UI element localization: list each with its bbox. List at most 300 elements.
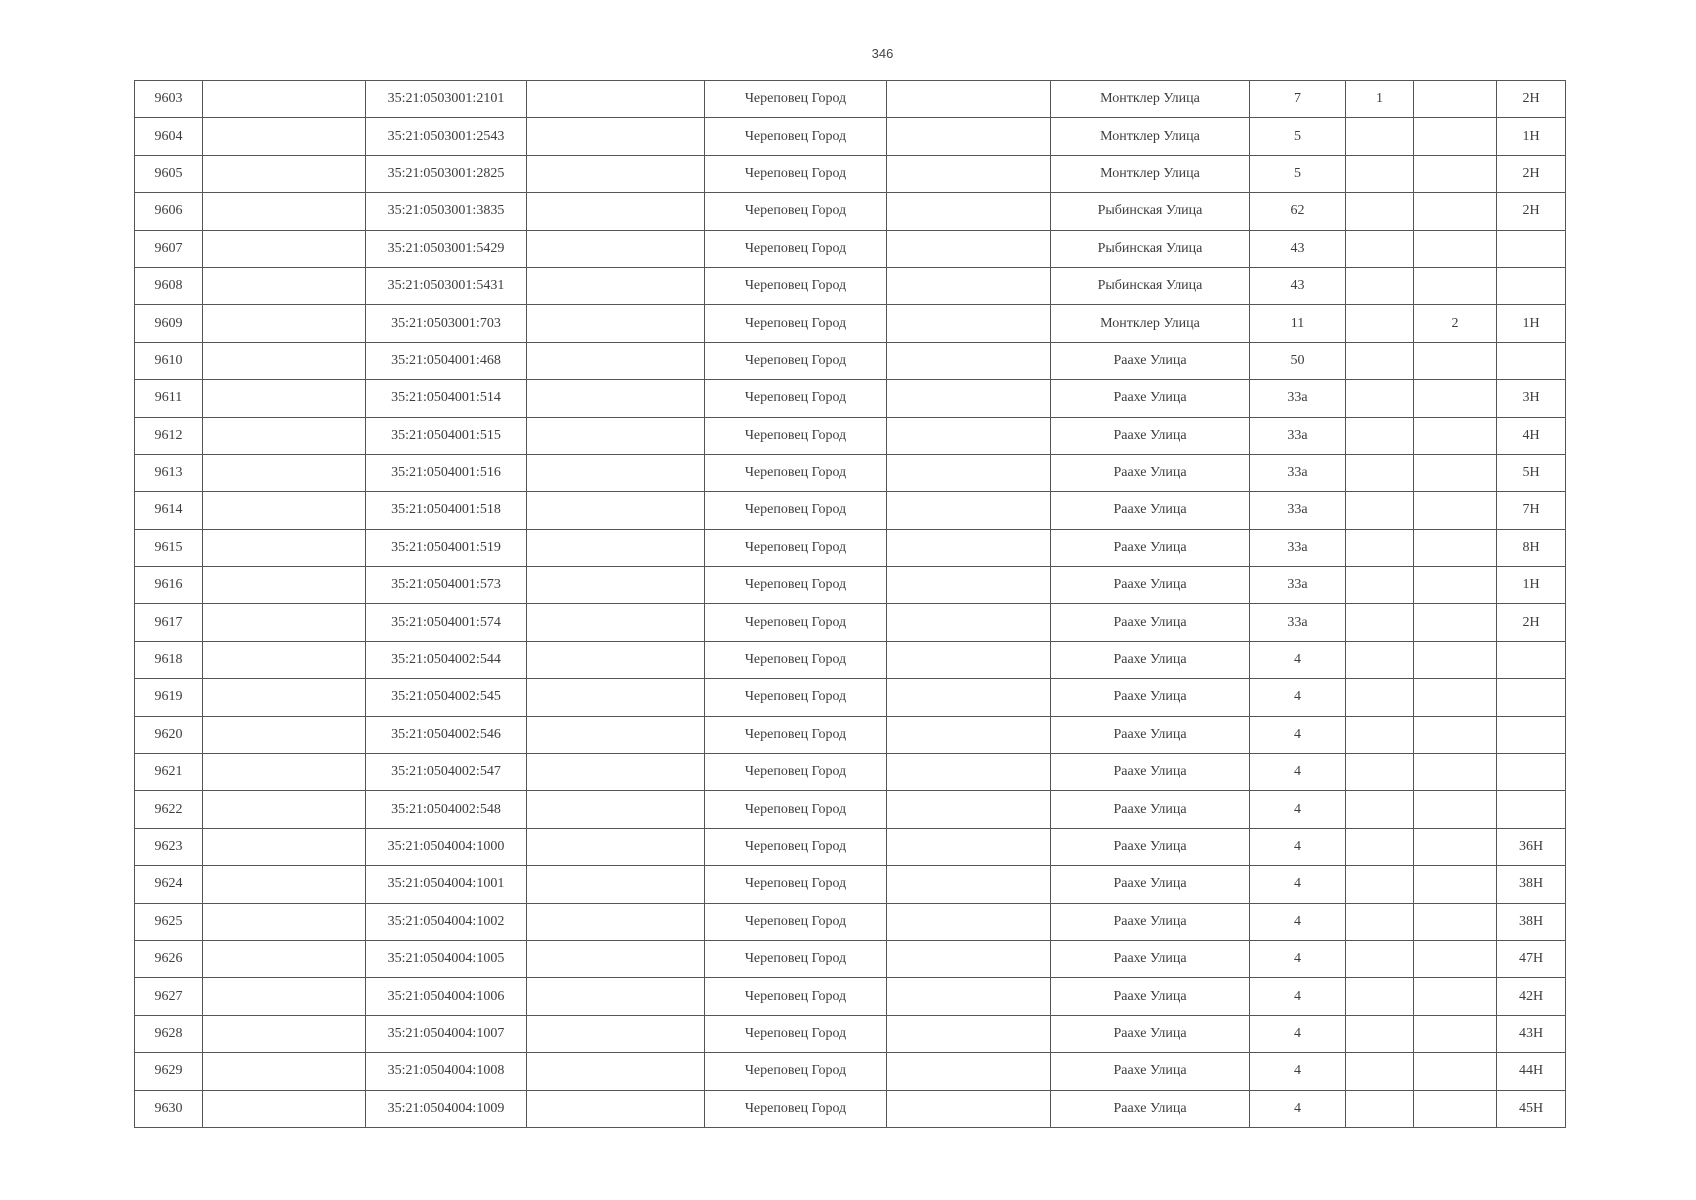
- street-cell: Рыбинская Улица: [1051, 267, 1250, 304]
- empty-cell: [203, 380, 366, 417]
- empty-cell: [203, 754, 366, 791]
- row-number-cell: 9616: [135, 567, 203, 604]
- premises-cell: 38Н: [1497, 866, 1566, 903]
- house-cell: 4: [1250, 754, 1346, 791]
- empty-cell: [887, 828, 1051, 865]
- structure-cell: [1414, 679, 1497, 716]
- house-cell: 4: [1250, 903, 1346, 940]
- row-number-cell: 9614: [135, 492, 203, 529]
- cadastral-number-cell: 35:21:0504001:574: [366, 604, 527, 641]
- premises-cell: [1497, 230, 1566, 267]
- cadastral-number-cell: 35:21:0504002:547: [366, 754, 527, 791]
- house-cell: 4: [1250, 1090, 1346, 1127]
- city-cell: Череповец Город: [705, 866, 887, 903]
- empty-cell: [887, 529, 1051, 566]
- premises-cell: 4Н: [1497, 417, 1566, 454]
- street-cell: Монтклер Улица: [1051, 118, 1250, 155]
- empty-cell: [203, 267, 366, 304]
- empty-cell: [887, 1015, 1051, 1052]
- building-cell: [1346, 492, 1414, 529]
- structure-cell: [1414, 118, 1497, 155]
- table-row: [135, 193, 1566, 230]
- structure-cell: [1414, 1053, 1497, 1090]
- premises-cell: [1497, 342, 1566, 379]
- empty-cell: [527, 492, 705, 529]
- table-row: [135, 492, 1566, 529]
- cadastral-number-cell: 35:21:0503001:5429: [366, 230, 527, 267]
- empty-cell: [203, 641, 366, 678]
- table-row: [135, 155, 1566, 192]
- building-cell: [1346, 903, 1414, 940]
- empty-cell: [887, 1090, 1051, 1127]
- house-cell: 4: [1250, 978, 1346, 1015]
- cadastral-number-cell: 35:21:0504004:1007: [366, 1015, 527, 1052]
- empty-cell: [527, 380, 705, 417]
- premises-cell: 2Н: [1497, 155, 1566, 192]
- cadastral-number-cell: 35:21:0504004:1009: [366, 1090, 527, 1127]
- premises-cell: [1497, 641, 1566, 678]
- row-number-cell: 9607: [135, 230, 203, 267]
- house-cell: 5: [1250, 155, 1346, 192]
- premises-cell: 7Н: [1497, 492, 1566, 529]
- building-cell: [1346, 1053, 1414, 1090]
- table-row: [135, 529, 1566, 566]
- table-row: [135, 81, 1566, 118]
- premises-cell: 1Н: [1497, 118, 1566, 155]
- house-cell: 7: [1250, 81, 1346, 118]
- street-cell: Раахе Улица: [1051, 567, 1250, 604]
- table-row: [135, 978, 1566, 1015]
- empty-cell: [527, 1090, 705, 1127]
- house-cell: 4: [1250, 641, 1346, 678]
- street-cell: Раахе Улица: [1051, 342, 1250, 379]
- empty-cell: [203, 940, 366, 977]
- premises-cell: 1Н: [1497, 567, 1566, 604]
- table-row: [135, 230, 1566, 267]
- street-cell: Раахе Улица: [1051, 529, 1250, 566]
- empty-cell: [887, 716, 1051, 753]
- row-number-cell: 9619: [135, 679, 203, 716]
- structure-cell: [1414, 380, 1497, 417]
- city-cell: Череповец Город: [705, 567, 887, 604]
- row-number-cell: 9617: [135, 604, 203, 641]
- table-row: [135, 828, 1566, 865]
- structure-cell: [1414, 716, 1497, 753]
- building-cell: [1346, 1090, 1414, 1127]
- table-row: [135, 454, 1566, 491]
- city-cell: Череповец Город: [705, 791, 887, 828]
- empty-cell: [887, 978, 1051, 1015]
- premises-cell: [1497, 754, 1566, 791]
- premises-cell: 45Н: [1497, 1090, 1566, 1127]
- house-cell: 33а: [1250, 604, 1346, 641]
- city-cell: Череповец Город: [705, 380, 887, 417]
- empty-cell: [203, 193, 366, 230]
- empty-cell: [527, 754, 705, 791]
- empty-cell: [887, 267, 1051, 304]
- row-number-cell: 9626: [135, 940, 203, 977]
- street-cell: Рыбинская Улица: [1051, 193, 1250, 230]
- street-cell: Раахе Улица: [1051, 679, 1250, 716]
- empty-cell: [527, 417, 705, 454]
- city-cell: Череповец Город: [705, 454, 887, 491]
- building-cell: [1346, 679, 1414, 716]
- empty-cell: [527, 903, 705, 940]
- empty-cell: [887, 1053, 1051, 1090]
- building-cell: [1346, 641, 1414, 678]
- street-cell: Раахе Улица: [1051, 978, 1250, 1015]
- house-cell: 33а: [1250, 567, 1346, 604]
- street-cell: Раахе Улица: [1051, 1053, 1250, 1090]
- row-number-cell: 9630: [135, 1090, 203, 1127]
- house-cell: 4: [1250, 716, 1346, 753]
- building-cell: [1346, 791, 1414, 828]
- cadastral-number-cell: 35:21:0504001:514: [366, 380, 527, 417]
- page-number: 346: [871, 46, 894, 61]
- structure-cell: [1414, 940, 1497, 977]
- structure-cell: [1414, 81, 1497, 118]
- empty-cell: [203, 155, 366, 192]
- city-cell: Череповец Город: [705, 754, 887, 791]
- empty-cell: [527, 529, 705, 566]
- building-cell: [1346, 716, 1414, 753]
- street-cell: Раахе Улица: [1051, 454, 1250, 491]
- building-cell: [1346, 155, 1414, 192]
- house-cell: 4: [1250, 940, 1346, 977]
- building-cell: [1346, 193, 1414, 230]
- house-cell: 43: [1250, 267, 1346, 304]
- empty-cell: [203, 679, 366, 716]
- empty-cell: [203, 492, 366, 529]
- empty-cell: [887, 604, 1051, 641]
- empty-cell: [887, 155, 1051, 192]
- street-cell: Монтклер Улица: [1051, 305, 1250, 342]
- city-cell: Череповец Город: [705, 305, 887, 342]
- premises-cell: 38Н: [1497, 903, 1566, 940]
- city-cell: Череповец Город: [705, 417, 887, 454]
- structure-cell: [1414, 791, 1497, 828]
- empty-cell: [203, 230, 366, 267]
- cadastral-number-cell: 35:21:0504002:545: [366, 679, 527, 716]
- house-cell: 43: [1250, 230, 1346, 267]
- row-number-cell: 9625: [135, 903, 203, 940]
- empty-cell: [527, 193, 705, 230]
- empty-cell: [203, 1090, 366, 1127]
- house-cell: 62: [1250, 193, 1346, 230]
- building-cell: [1346, 342, 1414, 379]
- row-number-cell: 9605: [135, 155, 203, 192]
- street-cell: Монтклер Улица: [1051, 81, 1250, 118]
- empty-cell: [887, 641, 1051, 678]
- empty-cell: [527, 155, 705, 192]
- row-number-cell: 9609: [135, 305, 203, 342]
- building-cell: [1346, 567, 1414, 604]
- street-cell: Раахе Улица: [1051, 492, 1250, 529]
- empty-cell: [527, 866, 705, 903]
- empty-cell: [887, 118, 1051, 155]
- city-cell: Череповец Город: [705, 529, 887, 566]
- street-cell: Раахе Улица: [1051, 791, 1250, 828]
- street-cell: Раахе Улица: [1051, 604, 1250, 641]
- row-number-cell: 9622: [135, 791, 203, 828]
- registry-table: [134, 80, 1566, 1128]
- house-cell: 4: [1250, 791, 1346, 828]
- empty-cell: [887, 342, 1051, 379]
- street-cell: Раахе Улица: [1051, 1090, 1250, 1127]
- cadastral-number-cell: 35:21:0503001:703: [366, 305, 527, 342]
- street-cell: Раахе Улица: [1051, 380, 1250, 417]
- premises-cell: 47Н: [1497, 940, 1566, 977]
- table-row: [135, 866, 1566, 903]
- empty-cell: [203, 791, 366, 828]
- empty-cell: [887, 454, 1051, 491]
- empty-cell: [203, 604, 366, 641]
- empty-cell: [887, 754, 1051, 791]
- city-cell: Череповец Город: [705, 1015, 887, 1052]
- city-cell: Череповец Город: [705, 81, 887, 118]
- structure-cell: [1414, 155, 1497, 192]
- building-cell: [1346, 230, 1414, 267]
- row-number-cell: 9606: [135, 193, 203, 230]
- structure-cell: [1414, 230, 1497, 267]
- empty-cell: [527, 716, 705, 753]
- empty-cell: [527, 641, 705, 678]
- premises-cell: [1497, 791, 1566, 828]
- row-number-cell: 9611: [135, 380, 203, 417]
- cadastral-number-cell: 35:21:0504001:468: [366, 342, 527, 379]
- empty-cell: [887, 791, 1051, 828]
- cadastral-number-cell: 35:21:0503001:2543: [366, 118, 527, 155]
- empty-cell: [887, 903, 1051, 940]
- building-cell: [1346, 940, 1414, 977]
- empty-cell: [527, 81, 705, 118]
- street-cell: Раахе Улица: [1051, 754, 1250, 791]
- table-row: [135, 118, 1566, 155]
- table-row: [135, 1015, 1566, 1052]
- row-number-cell: 9629: [135, 1053, 203, 1090]
- cadastral-number-cell: 35:21:0504001:516: [366, 454, 527, 491]
- structure-cell: [1414, 267, 1497, 304]
- structure-cell: [1414, 604, 1497, 641]
- structure-cell: [1414, 417, 1497, 454]
- city-cell: Череповец Город: [705, 716, 887, 753]
- building-cell: [1346, 978, 1414, 1015]
- street-cell: Раахе Улица: [1051, 903, 1250, 940]
- table-row: [135, 417, 1566, 454]
- row-number-cell: 9624: [135, 866, 203, 903]
- street-cell: Монтклер Улица: [1051, 155, 1250, 192]
- building-cell: [1346, 454, 1414, 491]
- premises-cell: 8Н: [1497, 529, 1566, 566]
- premises-cell: 2Н: [1497, 604, 1566, 641]
- empty-cell: [527, 230, 705, 267]
- city-cell: Череповец Город: [705, 604, 887, 641]
- city-cell: Череповец Город: [705, 940, 887, 977]
- table-row: [135, 940, 1566, 977]
- row-number-cell: 9603: [135, 81, 203, 118]
- house-cell: 33а: [1250, 380, 1346, 417]
- city-cell: Череповец Город: [705, 679, 887, 716]
- city-cell: Череповец Город: [705, 641, 887, 678]
- structure-cell: [1414, 454, 1497, 491]
- empty-cell: [527, 679, 705, 716]
- row-number-cell: 9620: [135, 716, 203, 753]
- city-cell: Череповец Город: [705, 342, 887, 379]
- premises-cell: 1Н: [1497, 305, 1566, 342]
- empty-cell: [887, 81, 1051, 118]
- table-row: [135, 305, 1566, 342]
- table-row: [135, 716, 1566, 753]
- table-row: [135, 342, 1566, 379]
- empty-cell: [203, 1015, 366, 1052]
- cadastral-number-cell: 35:21:0504004:1008: [366, 1053, 527, 1090]
- row-number-cell: 9612: [135, 417, 203, 454]
- cadastral-number-cell: 35:21:0504004:1000: [366, 828, 527, 865]
- table-row: [135, 1053, 1566, 1090]
- cadastral-number-cell: 35:21:0504002:544: [366, 641, 527, 678]
- premises-cell: 2Н: [1497, 193, 1566, 230]
- structure-cell: [1414, 1015, 1497, 1052]
- empty-cell: [527, 267, 705, 304]
- city-cell: Череповец Город: [705, 230, 887, 267]
- building-cell: [1346, 604, 1414, 641]
- empty-cell: [527, 454, 705, 491]
- row-number-cell: 9623: [135, 828, 203, 865]
- city-cell: Череповец Город: [705, 1053, 887, 1090]
- premises-cell: [1497, 267, 1566, 304]
- premises-cell: [1497, 679, 1566, 716]
- street-cell: Раахе Улица: [1051, 641, 1250, 678]
- structure-cell: [1414, 866, 1497, 903]
- empty-cell: [203, 866, 366, 903]
- table-row: [135, 679, 1566, 716]
- empty-cell: [527, 791, 705, 828]
- empty-cell: [203, 81, 366, 118]
- street-cell: Раахе Улица: [1051, 940, 1250, 977]
- city-cell: Череповец Город: [705, 193, 887, 230]
- empty-cell: [887, 940, 1051, 977]
- table-row: [135, 267, 1566, 304]
- empty-cell: [203, 118, 366, 155]
- premises-cell: 3Н: [1497, 380, 1566, 417]
- premises-cell: 5Н: [1497, 454, 1566, 491]
- empty-cell: [887, 679, 1051, 716]
- cadastral-number-cell: 35:21:0504004:1002: [366, 903, 527, 940]
- table-row: [135, 380, 1566, 417]
- house-cell: 4: [1250, 866, 1346, 903]
- city-cell: Череповец Город: [705, 978, 887, 1015]
- structure-cell: 2: [1414, 305, 1497, 342]
- cadastral-number-cell: 35:21:0503001:2825: [366, 155, 527, 192]
- row-number-cell: 9604: [135, 118, 203, 155]
- structure-cell: [1414, 492, 1497, 529]
- premises-cell: 42Н: [1497, 978, 1566, 1015]
- building-cell: [1346, 1015, 1414, 1052]
- cadastral-number-cell: 35:21:0503001:2101: [366, 81, 527, 118]
- building-cell: [1346, 754, 1414, 791]
- empty-cell: [887, 305, 1051, 342]
- street-cell: Раахе Улица: [1051, 417, 1250, 454]
- premises-cell: 43Н: [1497, 1015, 1566, 1052]
- house-cell: 4: [1250, 1053, 1346, 1090]
- premises-cell: 44Н: [1497, 1053, 1566, 1090]
- table-row: [135, 903, 1566, 940]
- building-cell: [1346, 529, 1414, 566]
- house-cell: 4: [1250, 828, 1346, 865]
- empty-cell: [527, 828, 705, 865]
- structure-cell: [1414, 529, 1497, 566]
- structure-cell: [1414, 1090, 1497, 1127]
- building-cell: [1346, 380, 1414, 417]
- empty-cell: [527, 1015, 705, 1052]
- building-cell: [1346, 417, 1414, 454]
- empty-cell: [527, 1053, 705, 1090]
- premises-cell: [1497, 716, 1566, 753]
- structure-cell: [1414, 978, 1497, 1015]
- empty-cell: [527, 604, 705, 641]
- structure-cell: [1414, 193, 1497, 230]
- table-row: [135, 1090, 1566, 1127]
- empty-cell: [203, 454, 366, 491]
- row-number-cell: 9610: [135, 342, 203, 379]
- cadastral-number-cell: 35:21:0504001:518: [366, 492, 527, 529]
- empty-cell: [203, 978, 366, 1015]
- empty-cell: [887, 567, 1051, 604]
- street-cell: Раахе Улица: [1051, 1015, 1250, 1052]
- house-cell: 33а: [1250, 454, 1346, 491]
- house-cell: 11: [1250, 305, 1346, 342]
- row-number-cell: 9613: [135, 454, 203, 491]
- row-number-cell: 9618: [135, 641, 203, 678]
- structure-cell: [1414, 754, 1497, 791]
- cadastral-number-cell: 35:21:0504001:515: [366, 417, 527, 454]
- cadastral-number-cell: 35:21:0504002:546: [366, 716, 527, 753]
- premises-cell: 2Н: [1497, 81, 1566, 118]
- premises-cell: 36Н: [1497, 828, 1566, 865]
- cadastral-number-cell: 35:21:0503001:3835: [366, 193, 527, 230]
- table-body: [135, 81, 1566, 1128]
- city-cell: Череповец Город: [705, 828, 887, 865]
- house-cell: 50: [1250, 342, 1346, 379]
- building-cell: [1346, 828, 1414, 865]
- empty-cell: [203, 529, 366, 566]
- house-cell: 33а: [1250, 529, 1346, 566]
- empty-cell: [527, 567, 705, 604]
- empty-cell: [527, 342, 705, 379]
- street-cell: Раахе Улица: [1051, 716, 1250, 753]
- cadastral-number-cell: 35:21:0504001:519: [366, 529, 527, 566]
- house-cell: 5: [1250, 118, 1346, 155]
- building-cell: [1346, 866, 1414, 903]
- building-cell: [1346, 305, 1414, 342]
- building-cell: [1346, 267, 1414, 304]
- empty-cell: [203, 1053, 366, 1090]
- city-cell: Череповец Город: [705, 118, 887, 155]
- empty-cell: [203, 903, 366, 940]
- empty-cell: [887, 492, 1051, 529]
- empty-cell: [527, 978, 705, 1015]
- city-cell: Череповец Город: [705, 903, 887, 940]
- cadastral-number-cell: 35:21:0504001:573: [366, 567, 527, 604]
- empty-cell: [203, 417, 366, 454]
- table-row: [135, 791, 1566, 828]
- table-row: [135, 567, 1566, 604]
- cadastral-number-cell: 35:21:0504004:1005: [366, 940, 527, 977]
- cadastral-number-cell: 35:21:0503001:5431: [366, 267, 527, 304]
- row-number-cell: 9615: [135, 529, 203, 566]
- empty-cell: [887, 230, 1051, 267]
- table-row: [135, 754, 1566, 791]
